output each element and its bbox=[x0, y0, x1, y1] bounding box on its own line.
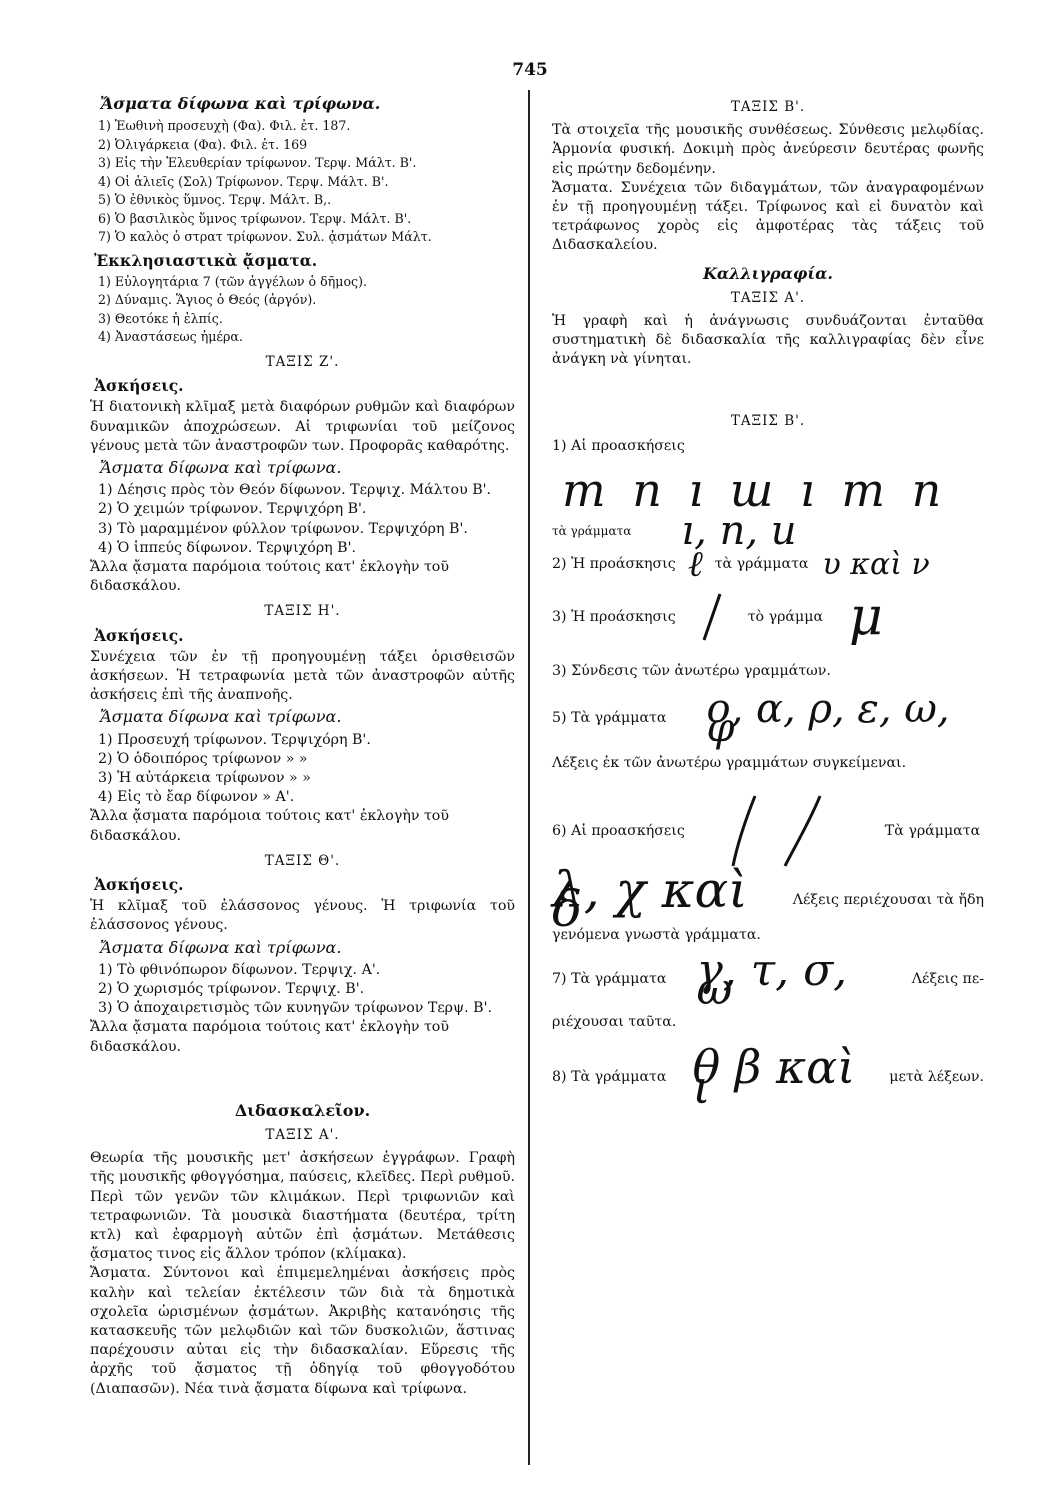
exercises-heading: Ἀσκήσεις. bbox=[94, 625, 184, 645]
callig-label: Λέξεις πε- bbox=[911, 971, 984, 988]
callig-sample-1: m n ı ш ı m n bbox=[562, 463, 948, 518]
paragraph-h: Συνέχεια τῶν ἐν τῇ προηγουμένῃ τάξει ὁρισθεισῶν ἀσκήσεων. Ἡ τετραφωνία μετὰ τῶν ἀναστροφῶν αὐτῆς ἀσκήσεις ἐπὶ τῆς ἀναπνοῆς. bbox=[90, 648, 515, 704]
callig-label: 1) Αἱ προασκήσεις bbox=[552, 437, 685, 454]
callig-label: Τὰ γράμματα bbox=[884, 822, 981, 839]
column-divider bbox=[528, 90, 530, 1465]
list-item: 2) Ὁ χωρισμός τρίφωνον. Τερψιχ. Β'. bbox=[98, 981, 365, 997]
exercises-heading: Ἀσκήσεις. bbox=[94, 874, 184, 894]
callig-sample-8: θ β καὶ ι bbox=[692, 1040, 856, 1114]
callig-stroke-2: ℓ bbox=[687, 544, 703, 586]
paragraph-a2: Ἄσματα. Σύντονοι καὶ ἐπιμεμελημέναι ἀσκήσεις πρὸς καλὴν καὶ τελείαν ἐκτέλεσιν τῶν διὰ τὰ δημοτικὰ σχολεῖα ὡρισμένων ᾀσμάτων. Ἀκριβὴς κατανόησις τῆς κατασκευῆς τῶν μελῳδιῶν καὶ τῶν δυσκολιῶν, ἅστινας παρέχουσιν αὐται εἰς τὴν διδασκαλίαν. Εὕρεσις τῆς ἀρχῆς τοῦ ᾄσματος τῇ ὁδηγίᾳ τοῦ φθογγοδότου (Διαπασῶν). Νέα τινὰ ᾄσματα δίφωνα καὶ τρίφωνα. bbox=[90, 1265, 515, 1397]
callig-6 bbox=[552, 791, 984, 871]
callig-sample-5: ο, α, ρ, ε, ω, φ bbox=[706, 685, 950, 751]
callig-label: τὰ γράμματα bbox=[552, 524, 632, 539]
heading-church-songs: Ἐκκλησιαστικὰ ᾄσματα. bbox=[94, 250, 318, 270]
paragraph-z: Ἡ διατονικὴ κλῖμαξ μετὰ διαφόρων ρυθμῶν καὶ διαφόρων δυναμικῶν ἀποχρώσεων. Αἱ τριφωνίαι τοῦ μείζονος γένους μετὰ τῶν ἀναστροφῶν των. Προφορᾶς καθαρότης. bbox=[90, 399, 515, 454]
list-item: 4) Ἀναστάσεως ἡμέρα. bbox=[98, 329, 243, 345]
list-item: 3) Ὁ ἀποχαιρετισμὸς τῶν κυνηγῶν τρίφωνον Τερψ. Β'. bbox=[98, 1000, 493, 1017]
list-item: 7) Ὁ καλὸς ὁ στρατ τρίφωνον. Συλ. ᾀσμάτων Μάλτ. bbox=[98, 229, 432, 245]
callig-sample-6: λ, χ καὶ δ bbox=[552, 861, 748, 939]
callig-label: 3) Ἡ προάσκησις bbox=[552, 608, 676, 625]
paragraph-calligraphy: Ἡ γραφὴ καὶ ἡ ἀνάγνωσις συνδυάζονται ἐνταῦθα συστηματικὴ δὲ διδασκαλία τῆς καλλιγραφίας δὲν εἶνε ἀνάγκη νὰ γίνηται. bbox=[552, 313, 984, 368]
list-item: 3) Θεοτόκε ἡ ἐλπίς. bbox=[98, 310, 223, 326]
list-item: 2) Ὁ ὁδοιπόρος τρίφωνον » » bbox=[98, 750, 308, 767]
class-heading-a-right: ΤΑΞΙΣ Α'. bbox=[730, 289, 806, 306]
callig-label: 6) Αἱ προασκήσεις bbox=[552, 822, 685, 839]
callig-sample-1b: ı, n, u bbox=[681, 508, 797, 555]
exercises-heading: Ἀσκήσεις. bbox=[94, 376, 184, 396]
list-item: 4) Ὁ ἱππεύς δίφωνον. Τερψιχόρη Β'. bbox=[98, 539, 357, 556]
callig-5b: Λέξεις ἐκ τῶν ἀνωτέρω γραμμάτων συγκείμεναι. bbox=[552, 755, 907, 772]
heading-songs-h: Ἄσματα δίφωνα καὶ τρίφωνα. bbox=[100, 707, 342, 727]
paragraph-a1: Θεωρία τῆς μουσικῆς μετ' ἀσκήσεων ἐγγράφων. Γραφὴ τῆς μουσικῆς φθογγόσημα, παύσεις, κλεῖδες. Περὶ ρυθμοῦ. Περὶ τῶν γενῶν τῶν κλιμάκων. Περὶ τριφωνιῶν καὶ τετραφωνιῶν. Τὰ μουσικὰ διαστήματα (δευτέρα, τρίτη κτλ) καὶ ἐφαρμογὴ αὐτῶν ἐπὶ ᾀσμάτων. Μετάθεσις ᾄσματος τινος εἰς ἄλλον τρόπον (κλίμακα). bbox=[90, 1150, 515, 1263]
list-item: 2) Ὁ χειμών τρίφωνον. Τερψιχόρη Β'. bbox=[98, 501, 367, 518]
callig-sample-7: γ, τ, σ, ω bbox=[696, 944, 848, 1016]
callig-7c: ριέχουσαι ταῦτα. bbox=[552, 1014, 677, 1031]
seminary-heading: Διδασκαλεῖον. bbox=[234, 1100, 371, 1120]
list-item: 6) Ὁ βασιλικὸς ὕμνος τρίφωνον. Τερψ. Μάλτ. Β'. bbox=[98, 210, 412, 226]
callig-6d: γενόμενα γνωστὰ γράμματα. bbox=[552, 926, 761, 943]
page-number: 745 bbox=[512, 60, 548, 80]
list-item: 2) Ὀλιγάρκεια (Φα). Φιλ. ἐτ. 169 bbox=[98, 136, 308, 152]
callig-1 bbox=[552, 437, 984, 555]
list-item: 1) Δέησις πρὸς τὸν Θεόν δίφωνον. Τερψιχ. Μάλτου Β'. bbox=[98, 482, 492, 499]
callig-7 bbox=[552, 944, 984, 1016]
song-list-z bbox=[90, 481, 515, 558]
heading-songs: Ἄσματα δίφωνα καὶ τρίφωνα. bbox=[100, 94, 381, 113]
class-heading-a: ΤΑΞΙΣ Α'. bbox=[265, 1127, 340, 1144]
callig-3 bbox=[552, 586, 984, 647]
callig-sample-3: μ bbox=[849, 586, 883, 647]
callig-4: 3) Σύνδεσις τῶν ἀνωτέρω γραμμάτων. bbox=[552, 663, 831, 680]
list-item: 1) Προσευχή τρίφωνον. Τερψιχόρη Β'. bbox=[98, 731, 371, 748]
note-z: Ἄλλα ᾄσματα παρόμοια τούτοις κατ' ἐκλογὴν τοῦ διδασκάλου. bbox=[90, 558, 449, 595]
callig-label: 7) Τὰ γράμματα bbox=[552, 971, 667, 988]
callig-8 bbox=[552, 1040, 984, 1114]
left-column bbox=[90, 92, 515, 1399]
calligraphy-heading: Καλλιγραφία. bbox=[702, 263, 833, 283]
note-h: Ἄλλα ᾄσματα παρόμοια τούτοις κατ' ἐκλογὴν τοῦ διδασκάλου. bbox=[90, 808, 449, 844]
callig-label: 5) Τὰ γράμματα bbox=[552, 710, 667, 727]
note-th: Ἄλλα ᾄσματα παρόμοια τούτοις κατ' ἐκλογὴν τοῦ διδασκάλου. bbox=[90, 1019, 449, 1055]
class-heading-b2: ΤΑΞΙΣ Β'. bbox=[730, 412, 806, 429]
right-column bbox=[552, 92, 984, 1114]
callig-label: μετὰ λέξεων. bbox=[889, 1069, 984, 1086]
list-item: 1) Ἑωθινὴ προσευχὴ (Φα). Φιλ. ἐτ. 187. bbox=[98, 118, 351, 134]
callig-5 bbox=[552, 685, 984, 751]
heading-songs-z: Ἄσματα δίφωνα καὶ τρίφωνα. bbox=[100, 457, 342, 477]
callig-label: 2) Ἡ προάσκησις bbox=[552, 556, 676, 573]
class-heading-th: ΤΑΞΙΣ Θ'. bbox=[264, 852, 341, 869]
song-list-2 bbox=[90, 273, 515, 347]
callig-label: 8) Τὰ γράμματα bbox=[552, 1069, 667, 1086]
callig-stroke-3 bbox=[700, 592, 724, 642]
callig-label: Λέξεις περιέχουσαι τὰ ἤδη bbox=[792, 891, 984, 908]
list-item: 1) Τὸ φθινόπωρον δίφωνον. Τερψιχ. Α'. bbox=[98, 961, 381, 978]
callig-sample-2: υ καὶ ν bbox=[822, 547, 930, 583]
paragraph-b1: Τὰ στοιχεῖα τῆς μουσικῆς συνθέσεως. Σύνθεσις μελῳδίας. Ἁρμονία φυσική. Δοκιμὴ πρὸς ἀνεύρεσιν δευτέρας φωνῆς εἰς πρώτην δεδομένην. bbox=[552, 122, 984, 177]
callig-label: τὰ γράμματα bbox=[714, 556, 809, 573]
list-item: 4) Εἰς τὸ ἔαρ δίφωνον » Α'. bbox=[98, 789, 295, 806]
list-item: 5) Ὁ ἐθνικὸς ὕμνος. Τερψ. Μάλτ. Β,. bbox=[98, 192, 332, 208]
callig-2 bbox=[552, 544, 984, 586]
callig-label: τὸ γράμμα bbox=[747, 608, 824, 625]
list-item: 3) Τὸ μαραμμένον φύλλον τρίφωνον. Τερψιχόρη Β'. bbox=[98, 520, 468, 537]
class-heading-b: ΤΑΞΙΣ Β'. bbox=[730, 99, 806, 115]
song-list-h bbox=[90, 731, 515, 808]
list-item: 3) Ἡ αὐτάρκεια τρίφωνον » » bbox=[98, 769, 311, 786]
list-item: 3) Εἰς τὴν Ἐλευθερίαν τρίφωνον. Τερψ. Μάλτ. Β'. bbox=[98, 155, 417, 171]
paragraph-th: Ἡ κλῖμαξ τοῦ ἐλάσσονος γένους. Ἡ τριφωνία τοῦ ἐλάσσονος γένους. bbox=[90, 898, 515, 934]
heading-songs-th: Ἄσματα δίφωνα καὶ τρίφωνα. bbox=[100, 937, 342, 957]
list-item: 4) Οἱ ἁλιεῖς (Σολ) Τρίφωνον. Τερψ. Μάλτ. Β'. bbox=[98, 173, 389, 189]
callig-stroke-6 bbox=[725, 791, 855, 871]
list-item: 1) Εὐλογητάρια 7 (τῶν ἀγγέλων ὁ δῆμος). bbox=[98, 273, 368, 289]
class-heading-h: ΤΑΞΙΣ Η'. bbox=[264, 603, 341, 620]
song-list-1 bbox=[90, 117, 515, 247]
song-list-th bbox=[90, 961, 515, 1019]
list-item: 2) Δύναμις. Ἅγιος ὁ Θεός (ἀργόν). bbox=[98, 292, 317, 308]
paragraph-b2: Ἄσματα. Συνέχεια τῶν διδαγμάτων, τῶν ἀναγραφομένων ἐν τῇ προηγουμένῃ τάξει. Τρίφωνος καὶ εἰ δυνατὸν καὶ τετράφωνος χορὸς εἰς ἀμφοτέρας τὰς τάξεις τοῦ Διδασκαλείου. bbox=[552, 179, 984, 254]
class-heading-z: ΤΑΞΙΣ Ζ'. bbox=[265, 353, 340, 370]
